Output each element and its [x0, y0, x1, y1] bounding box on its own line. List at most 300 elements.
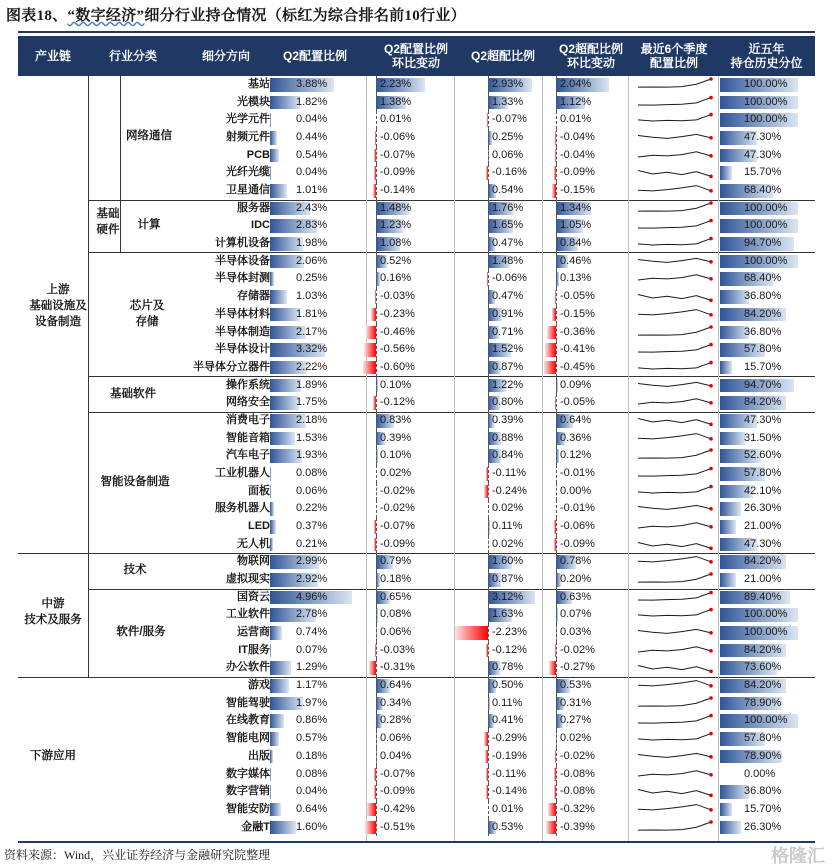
q2-value: 2.92%	[296, 571, 327, 589]
sparkline	[632, 147, 718, 165]
q2o-value: 0.84%	[492, 447, 523, 465]
q2oc-value: -0.05%	[560, 288, 595, 306]
q2oc-cell	[546, 94, 626, 112]
q2o-zero-axis	[488, 483, 489, 501]
q2oc-bar-negative	[544, 361, 556, 375]
sparkline-line	[638, 239, 711, 245]
sparkline	[632, 465, 718, 483]
q2c-zero-axis	[376, 447, 377, 465]
q2o-bar-negative	[455, 626, 488, 640]
q2c-value: -0.07%	[380, 147, 415, 165]
q2c-value: -0.09%	[380, 536, 415, 554]
q2o-cell	[458, 465, 544, 483]
percentile-cell	[720, 377, 815, 395]
q2c-value: 0.52%	[380, 253, 411, 271]
q2-value: 0.86%	[296, 712, 327, 730]
q2oc-zero-axis	[556, 341, 557, 359]
table-row	[18, 147, 815, 165]
q2c-cell	[368, 783, 454, 801]
sparkline-line	[638, 542, 711, 548]
q2-cell	[270, 377, 362, 395]
percentile-value: 42.10%	[744, 483, 781, 501]
q2-value: 1.97%	[296, 695, 327, 713]
subsector-name: 智能音箱	[180, 430, 270, 448]
percentile-value: 100.00%	[744, 606, 787, 624]
q2-bar	[270, 272, 274, 286]
subsector-name: 游戏	[180, 677, 270, 695]
q2c-cell	[368, 465, 454, 483]
table-header	[18, 36, 815, 76]
sparkline	[632, 94, 718, 112]
q2c-zero-axis	[376, 536, 377, 554]
q2c-cell	[368, 447, 454, 465]
q2c-value: -0.60%	[380, 359, 415, 377]
sparkline	[632, 801, 718, 819]
q2-cell	[270, 94, 362, 112]
q2c-value: -0.09%	[380, 164, 415, 182]
q2oc-value: -0.15%	[560, 182, 595, 200]
q2o-zero-axis	[488, 377, 489, 395]
q2oc-value: -0.01%	[560, 500, 595, 518]
q2oc-value: 0.07%	[560, 606, 591, 624]
q2c-bar-negative	[365, 821, 376, 835]
q2c-value: -0.07%	[380, 766, 415, 784]
percentile-cell	[720, 270, 815, 288]
sparkline-last-point	[709, 773, 713, 777]
sparkline	[632, 253, 718, 271]
q2oc-bar-negative	[545, 343, 556, 357]
q2oc-value: -0.02%	[560, 748, 595, 766]
q2o-cell	[458, 606, 544, 624]
q2oc-zero-axis	[556, 677, 557, 695]
sparkline-line	[638, 345, 711, 353]
subsector-name: 消费电子	[180, 412, 270, 430]
q2o-value: 0.87%	[492, 359, 523, 377]
q2o-value: 0.47%	[492, 235, 523, 253]
q2-bar	[270, 714, 284, 728]
q2o-value: -0.16%	[492, 164, 527, 182]
subsector-name: IDC	[180, 217, 270, 235]
q2o-zero-axis	[488, 147, 489, 165]
sparkline	[632, 553, 718, 571]
sparkline-line	[638, 399, 711, 404]
q2o-cell	[458, 430, 544, 448]
q2oc-value: 0.63%	[560, 589, 591, 607]
q2oc-cell	[546, 147, 626, 165]
subsector-name: 无人机	[180, 536, 270, 554]
q2o-zero-axis	[488, 324, 489, 342]
q2o-zero-axis	[488, 430, 489, 448]
q2c-cell	[368, 518, 454, 536]
q2-cell	[270, 129, 362, 147]
q2-bar	[270, 626, 282, 640]
q2o-cell	[458, 659, 544, 677]
q2o-zero-axis	[488, 677, 489, 695]
q2c-zero-axis	[376, 819, 377, 837]
q2-bar	[270, 131, 277, 145]
q2o-zero-axis	[488, 164, 489, 182]
q2oc-zero-axis	[556, 412, 557, 430]
sparkline-last-point	[709, 343, 713, 347]
sparkline-line	[638, 716, 711, 724]
q2o-cell	[458, 500, 544, 518]
q2o-zero-axis	[488, 819, 489, 837]
q2oc-cell	[546, 483, 626, 501]
sparkline-line	[638, 221, 711, 229]
q2oc-value: 1.05%	[560, 217, 591, 235]
q2c-bar-negative	[363, 361, 376, 375]
q2oc-value: -0.02%	[560, 642, 595, 660]
q2o-cell	[458, 94, 544, 112]
q2-value: 0.04%	[296, 111, 327, 129]
q2-cell	[270, 483, 362, 501]
q2c-zero-axis	[376, 164, 377, 182]
sparkline	[632, 217, 718, 235]
percentile-cell	[720, 182, 815, 200]
q2oc-cell	[546, 659, 626, 677]
q2o-cell	[458, 553, 544, 571]
sparkline	[632, 359, 718, 377]
q2o-value: 0.39%	[492, 412, 523, 430]
q2c-zero-axis	[376, 766, 377, 784]
q2-bar	[270, 467, 271, 481]
subsector-name: 在线教育	[180, 712, 270, 730]
sparkline	[632, 695, 718, 713]
sparkline	[632, 430, 718, 448]
q2oc-value: 1.34%	[560, 200, 591, 218]
sparkline-line	[638, 523, 711, 528]
table-row	[18, 642, 815, 660]
q2c-zero-axis	[376, 182, 377, 200]
q2-bar	[270, 821, 296, 835]
q2oc-zero-axis	[556, 571, 557, 589]
header-six-quarters: 最近6个季度 配置比例	[628, 36, 720, 76]
q2c-cell	[368, 394, 454, 412]
q2o-zero-axis	[488, 94, 489, 112]
table-row	[18, 447, 815, 465]
q2-cell	[270, 394, 362, 412]
q2o-zero-axis	[488, 642, 489, 660]
sparkline-last-point	[709, 313, 713, 317]
q2oc-zero-axis	[556, 147, 557, 165]
q2-cell	[270, 465, 362, 483]
sparkline-line	[638, 822, 711, 830]
q2o-value: 0.50%	[492, 677, 523, 695]
q2c-zero-axis	[376, 695, 377, 713]
subsector-name: 数字媒体	[180, 766, 270, 784]
q2oc-value: 1.12%	[560, 94, 591, 112]
q2c-cell	[368, 659, 454, 677]
header-subsector: 细分方向	[178, 36, 274, 76]
q2o-cell	[458, 217, 544, 235]
percentile-cell	[720, 483, 815, 501]
percentile-value: 47.30%	[744, 536, 781, 554]
q2-value: 0.07%	[296, 642, 327, 660]
q2c-cell	[368, 270, 454, 288]
sparkline-line	[638, 418, 711, 424]
q2o-value: 0.02%	[492, 536, 523, 554]
q2oc-zero-axis	[556, 270, 557, 288]
q2oc-value: -0.05%	[560, 394, 595, 412]
table-row	[18, 695, 815, 713]
table-row	[18, 730, 815, 748]
q2o-value: 0.80%	[492, 394, 523, 412]
q2c-zero-axis	[376, 553, 377, 571]
q2c-zero-axis	[376, 677, 377, 695]
subsector-name: LED	[180, 518, 270, 536]
q2c-cell	[368, 76, 454, 94]
q2o-value: -0.19%	[492, 748, 527, 766]
table-row	[18, 465, 815, 483]
percentile-value: 36.80%	[744, 288, 781, 306]
table-row	[18, 76, 815, 94]
q2c-value: 0.79%	[380, 553, 411, 571]
sparkline-line	[638, 327, 711, 335]
subsector-name: 卫星通信	[180, 182, 270, 200]
q2oc-cell	[546, 500, 626, 518]
subsector-name: 网络安全	[180, 394, 270, 412]
sparkline-line	[638, 574, 711, 582]
subsector-name: IT服务	[180, 642, 270, 660]
q2c-zero-axis	[376, 483, 377, 501]
q2c-zero-axis	[376, 624, 377, 642]
q2-cell	[270, 447, 362, 465]
q2oc-cell	[546, 377, 626, 395]
sparkline-line	[638, 770, 711, 775]
q2-cell	[270, 359, 362, 377]
sparkline-last-point	[709, 77, 713, 81]
sparkline	[632, 712, 718, 730]
subsector-name: PCB	[180, 147, 270, 165]
q2c-cell	[368, 430, 454, 448]
table-row	[18, 748, 815, 766]
q2o-value: 3.12%	[492, 589, 523, 607]
q2oc-zero-axis	[556, 748, 557, 766]
q2o-cell	[458, 182, 544, 200]
cat-label-compute: 计算	[126, 217, 172, 233]
q2c-value: -0.42%	[380, 801, 415, 819]
percentile-value: 26.30%	[744, 500, 781, 518]
q2oc-zero-axis	[556, 447, 557, 465]
percentile-value: 15.70%	[744, 801, 781, 819]
q2-bar	[270, 732, 279, 746]
sparkline-line	[638, 790, 711, 796]
sparkline	[632, 571, 718, 589]
q2o-cell	[458, 359, 544, 377]
sparkline-line	[638, 666, 711, 672]
percentile-value: 47.30%	[744, 412, 781, 430]
percentile-value: 100.00%	[744, 217, 787, 235]
sparkline-last-point	[709, 696, 713, 700]
q2c-cell	[368, 801, 454, 819]
sparkline	[632, 783, 718, 801]
table-row	[18, 270, 815, 288]
q2oc-zero-axis	[556, 76, 557, 94]
q2-bar	[270, 396, 299, 410]
q2c-value: 0.10%	[380, 447, 411, 465]
subsector-name: 物联网	[180, 553, 270, 571]
table-row	[18, 624, 815, 642]
sparkline-last-point	[709, 560, 713, 564]
title-suffix: 细分行业持仓情况（标红为综合排名前10行业）	[144, 8, 466, 24]
q2o-zero-axis	[488, 606, 489, 624]
q2c-zero-axis	[376, 730, 377, 748]
q2oc-cell	[546, 270, 626, 288]
q2-cell	[270, 606, 362, 624]
q2c-zero-axis	[376, 377, 377, 395]
q2o-cell	[458, 712, 544, 730]
percentile-cell	[720, 341, 815, 359]
percentile-cell	[720, 147, 815, 165]
q2oc-cell	[546, 553, 626, 571]
q2o-cell	[458, 111, 544, 129]
sparkline	[632, 766, 718, 784]
q2o-cell	[458, 447, 544, 465]
q2oc-cell	[546, 730, 626, 748]
percentile-value: 100.00%	[744, 624, 787, 642]
sparkline-line	[638, 151, 711, 156]
sparkline-last-point	[709, 113, 713, 117]
q2c-zero-axis	[376, 412, 377, 430]
q2oc-cell	[546, 766, 626, 784]
q2-cell	[270, 500, 362, 518]
sparkline	[632, 182, 718, 200]
q2c-cell	[368, 536, 454, 554]
sparkline-line	[638, 469, 711, 477]
q2-value: 4.96%	[296, 589, 327, 607]
q2-bar	[270, 679, 289, 693]
table-row	[18, 200, 815, 218]
sparkline-line	[638, 258, 711, 262]
percentile-bar	[720, 361, 732, 375]
q2oc-cell	[546, 783, 626, 801]
sparkline	[632, 819, 718, 837]
q2c-value: -0.06%	[380, 129, 415, 147]
q2oc-value: 2.04%	[560, 76, 591, 94]
q2-cell	[270, 76, 362, 94]
header-q2-ratio-change: Q2配置比例 环比变动	[368, 36, 464, 76]
q2oc-value: 0.78%	[560, 553, 591, 571]
q2oc-zero-axis	[556, 589, 557, 607]
percentile-value: 100.00%	[744, 200, 787, 218]
q2oc-zero-axis	[556, 624, 557, 642]
q2o-cell	[458, 819, 544, 837]
percentile-bar	[720, 520, 736, 534]
sparkline	[632, 500, 718, 518]
q2oc-cell	[546, 801, 626, 819]
q2o-cell	[458, 642, 544, 660]
table-row	[18, 571, 815, 589]
q2c-zero-axis	[376, 76, 377, 94]
q2-cell	[270, 430, 362, 448]
q2-bar	[270, 661, 291, 675]
q2o-cell	[458, 766, 544, 784]
sparkline-line	[638, 275, 711, 280]
sparkline-line	[638, 79, 711, 87]
q2c-value: 0.64%	[380, 677, 411, 695]
sparkline-line	[638, 698, 711, 706]
sparkline-last-point	[709, 794, 713, 798]
q2c-cell	[368, 819, 454, 837]
q2oc-zero-axis	[556, 430, 557, 448]
title-prefix: 图表18、	[6, 8, 68, 24]
subsector-name: 金融T	[180, 819, 270, 837]
q2-bar	[270, 485, 271, 499]
q2c-value: 0.83%	[380, 412, 411, 430]
percentile-cell	[720, 200, 815, 218]
q2oc-zero-axis	[556, 695, 557, 713]
subsector-name: 汽车电子	[180, 447, 270, 465]
q2o-value: 0.78%	[492, 659, 523, 677]
q2c-cell	[368, 182, 454, 200]
percentile-value: 21.00%	[744, 518, 781, 536]
cat-label-chips: 芯片及 存储	[122, 298, 172, 330]
q2-cell	[270, 695, 362, 713]
q2-value: 0.54%	[296, 147, 327, 165]
q2o-value: -0.14%	[492, 783, 527, 801]
q2c-zero-axis	[376, 394, 377, 412]
q2-cell	[270, 730, 362, 748]
q2-value: 0.44%	[296, 129, 327, 147]
sparkline-line	[638, 186, 711, 191]
chain-label-downstream: 下游应用	[18, 748, 88, 764]
table-row	[18, 94, 815, 112]
percentile-value: 94.70%	[744, 235, 781, 253]
q2o-value: 1.33%	[492, 94, 523, 112]
percentile-cell	[720, 801, 815, 819]
table-row	[18, 324, 815, 342]
subsector-name: 光纤光缆	[180, 164, 270, 182]
q2c-value: -0.46%	[380, 324, 415, 342]
sparkline-last-point	[709, 95, 713, 99]
q2-cell	[270, 819, 362, 837]
q2-value: 0.04%	[296, 164, 327, 182]
q2c-zero-axis	[376, 288, 377, 306]
subsector-name: 面板	[180, 483, 270, 501]
percentile-bar	[720, 502, 741, 516]
q2-value: 0.06%	[296, 483, 327, 501]
subsector-name: 服务器	[180, 200, 270, 218]
percentile-cell	[720, 465, 815, 483]
subsector-name: 半导体封测	[180, 270, 270, 288]
percentile-bar	[720, 803, 732, 817]
table-row	[18, 129, 815, 147]
percentile-value: 100.00%	[744, 94, 787, 112]
percentile-cell	[720, 677, 815, 695]
header-chain: 产业链	[18, 36, 88, 76]
chart-title	[6, 4, 466, 25]
q2oc-cell	[546, 217, 626, 235]
q2c-bar-negative	[369, 661, 376, 675]
sparkline	[632, 288, 718, 306]
q2-cell	[270, 217, 362, 235]
percentile-value: 15.70%	[744, 164, 781, 182]
table-row	[18, 518, 815, 536]
q2oc-zero-axis	[556, 200, 557, 218]
q2-value: 3.88%	[296, 76, 327, 94]
q2o-cell	[458, 341, 544, 359]
q2c-value: 0.04%	[380, 748, 411, 766]
sparkline	[632, 748, 718, 766]
sparkline-last-point	[709, 448, 713, 452]
percentile-cell	[720, 412, 815, 430]
q2o-zero-axis	[488, 412, 489, 430]
q2o-value: 1.22%	[492, 377, 523, 395]
q2-value: 1.93%	[296, 447, 327, 465]
q2-cell	[270, 766, 362, 784]
subsector-name: 服务机器人	[180, 500, 270, 518]
q2-value: 1.53%	[296, 430, 327, 448]
